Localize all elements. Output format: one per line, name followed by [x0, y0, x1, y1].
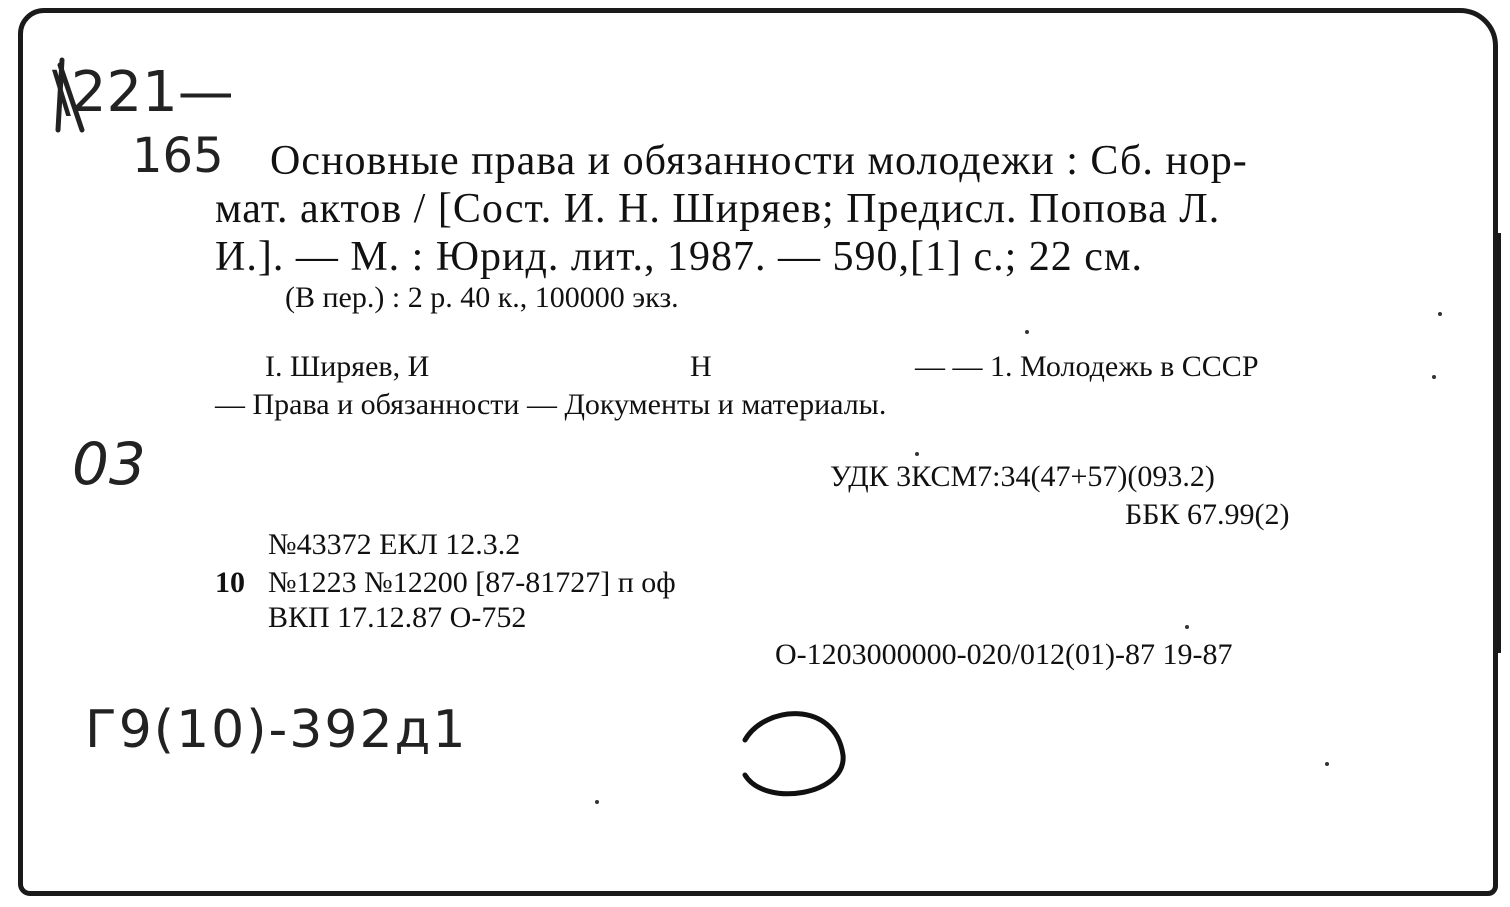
entry-price-line: (В пер.) : 2 р. 40 к., 100000 экз.	[285, 281, 679, 314]
speck	[1185, 625, 1189, 629]
speck	[1438, 312, 1442, 316]
bbk-index: ББК 67.99(2)	[1125, 498, 1290, 531]
numbers-line-2: №1223 №12200 [87-81727] п оф	[268, 566, 676, 599]
entry-title-line-3: И.]. — М. : Юрид. лит., 1987. — 590,[1] с.; 22 см.	[215, 234, 1143, 280]
tracing-subject-2: — Права и обязанности — Документы и материалы.	[215, 388, 887, 421]
handwritten-bottom-code: Г9(10)-392д1	[85, 700, 468, 760]
tracing-subject-1: — — 1. Молодежь в СССР	[915, 350, 1259, 383]
call-number-bottom: 165	[132, 128, 224, 184]
speck	[1025, 330, 1029, 334]
speck	[595, 800, 599, 804]
numbers-line-2-prefix: 10	[215, 566, 245, 599]
speck	[1325, 762, 1329, 766]
handwritten-03: 03	[72, 430, 146, 498]
stamp-circle-icon	[725, 700, 855, 810]
numbers-line-1: №43372 ЕКЛ 12.3.2	[268, 528, 521, 561]
entry-title-line-1: Основные права и обязанности молодежи : Сб. нор-	[270, 138, 1248, 184]
call-number-top: \221—	[52, 60, 234, 125]
entry-title-line-2: мат. актов / [Сост. И. Н. Ширяев; Предисл. Попова Л.	[215, 186, 1221, 232]
speck	[915, 452, 919, 456]
speck	[1432, 375, 1436, 379]
numbers-line-3: ВКП 17.12.87 О-752	[268, 601, 527, 634]
tracing-author: I. Ширяев, И	[265, 350, 430, 383]
tracing-initial: Н	[690, 350, 712, 383]
publication-code: О-1203000000-020/012(01)-87 19-87	[775, 638, 1233, 671]
udk-index: УДК 3КСМ7:34(47+57)(093.2)	[830, 460, 1215, 493]
